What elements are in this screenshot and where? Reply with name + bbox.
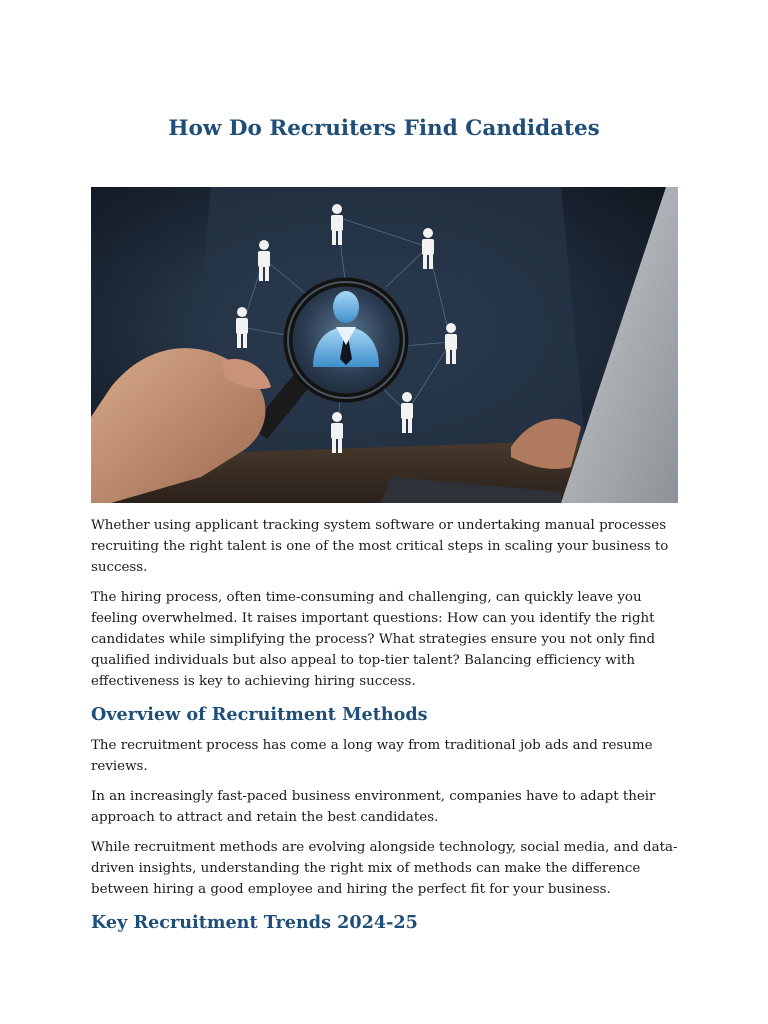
- section-heading-trends: Key Recruitment Trends 2024-25: [91, 912, 418, 933]
- section-heading-overview: Overview of Recruitment Methods: [91, 704, 428, 725]
- intro-paragraph-1: Whether using applicant tracking system software or undertaking manual processes recruiting the right talent is one of the most critical steps in scaling your business to success.: [91, 518, 669, 575]
- overview-paragraph-2: In an increasingly fast-paced business environment, companies have to adapt their approach to attract and retain the best candidates.: [91, 789, 656, 825]
- intro-paragraph-2: The hiring process, often time-consuming and challenging, can quickly leave you feeling overwhelmed. It raises important questions: How can you identify the right candidates while simplifying the process? What strategies ensure you not only find qualified individuals but also appeal to top-tier talent? Balancing efficiency with effectiveness is key to achieving hiring success.: [91, 590, 656, 689]
- hero-image: [91, 187, 678, 503]
- page-title: How Do Recruiters Find Candidates: [168, 116, 600, 141]
- overview-paragraph-3: While recruitment methods are evolving alongside technology, social media, and data-driven insights, understanding the right mix of methods can make the difference between hiring a good employee and hiring the perfect fit for your business.: [91, 840, 678, 897]
- recruitment-magnifier-illustration: [91, 187, 678, 503]
- overview-paragraph-1: The recruitment process has come a long way from traditional job ads and resume reviews.: [91, 738, 653, 774]
- article-body: [91, 515, 681, 943]
